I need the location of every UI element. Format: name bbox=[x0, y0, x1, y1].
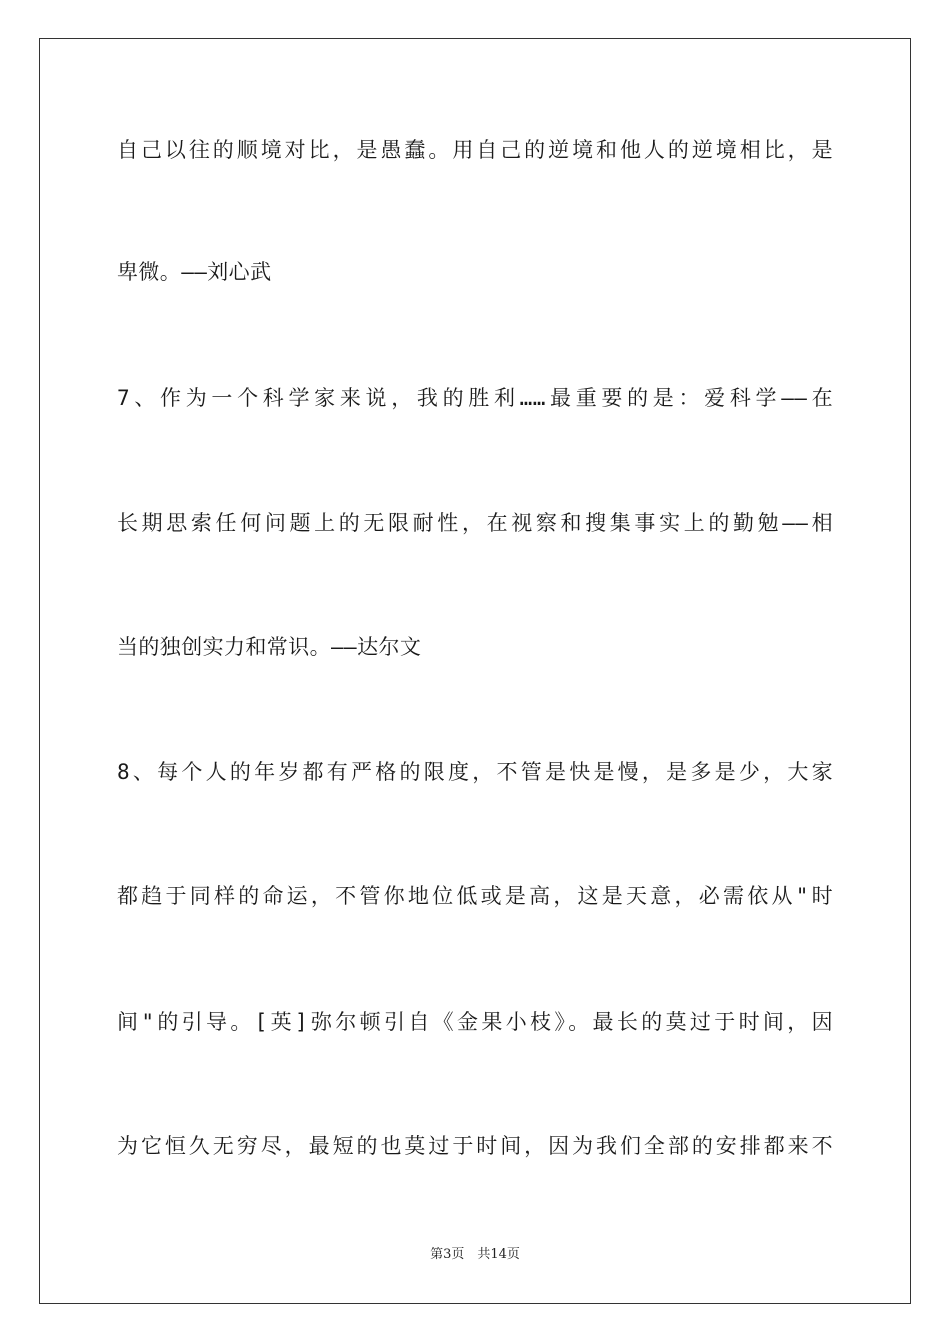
text-line: 长期思索任何问题上的无限耐性，在视察和搜集事实上的勤勉——相 bbox=[117, 511, 833, 535]
text-line: 8、每个人的年岁都有严格的限度，不管是快是慢，是多是少，大家 bbox=[117, 760, 833, 784]
text-line: 卑微。——刘心武 bbox=[117, 260, 272, 284]
text-line: 当的独创实力和常识。——达尔文 bbox=[117, 635, 422, 659]
text-line: 都趋于同样的命运，不管你地位低或是高，这是天意，必需依从"时 bbox=[117, 884, 833, 908]
page-number-footer: 第3页 共14页 bbox=[430, 1247, 520, 1262]
text-line: 为它恒久无穷尽，最短的也莫过于时间，因为我们全部的安排都来不 bbox=[117, 1134, 833, 1158]
text-line: 间"的引导。[英]弥尔顿引自《金果小枝》。最长的莫过于时间，因 bbox=[117, 1010, 833, 1034]
text-line: 自己以往的顺境对比，是愚蠢。用自己的逆境和他人的逆境相比，是 bbox=[117, 138, 833, 162]
page-border bbox=[39, 38, 911, 1304]
text-line: 7、作为一个科学家来说，我的胜利……最重要的是：爱科学——在 bbox=[117, 386, 833, 410]
